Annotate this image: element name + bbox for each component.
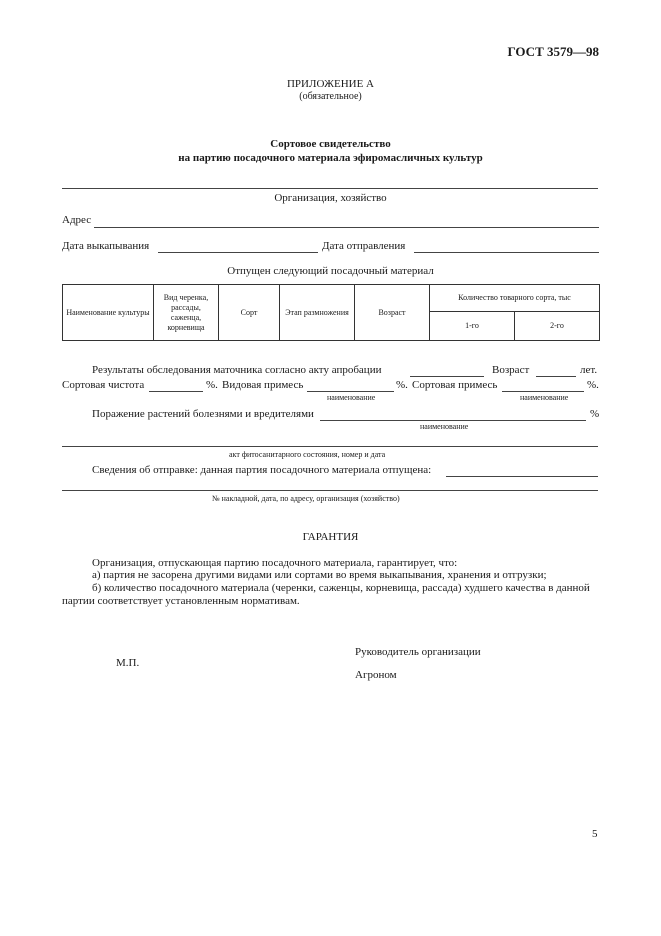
document-subtitle: на партию посадочного материала эфиромасличных культур xyxy=(178,152,483,164)
varietal-label: Сортовая примесь xyxy=(412,379,498,391)
age-label: Возраст xyxy=(492,364,530,376)
dig-date-label: Дата выкапывания xyxy=(62,240,150,252)
guarantee-item-b: б) количество посадочного материала (черенки, саженцы, корневища, рассада) худшего качества в данной xyxy=(92,582,590,594)
shipping-label: Сведения об отправке: данная партия посадочного материала отпущена: xyxy=(92,464,432,476)
col-header-stage: Этап размножения xyxy=(280,285,355,341)
species-field-line xyxy=(307,391,394,392)
purity-pct: %. xyxy=(206,379,218,391)
head-signature: Руководитель организации xyxy=(355,646,481,658)
species-label: Видовая примесь xyxy=(222,379,304,391)
act-field-line xyxy=(410,376,484,377)
name-caption-varietal: наименование xyxy=(520,393,569,402)
seal-placeholder: М.П. xyxy=(116,657,140,669)
disease-field-line xyxy=(320,420,586,421)
results-text: Результаты обследования маточника согласно акту апробации xyxy=(92,364,382,376)
standard-number: ГОСТ 3579—98 xyxy=(507,44,599,59)
waybill-line xyxy=(62,490,598,491)
dig-date-line xyxy=(158,252,318,253)
agronomist-signature: Агроном xyxy=(355,669,397,681)
phyto-caption: акт фитосанитарного состояния, номер и дата xyxy=(229,450,386,459)
address-label: Адрес xyxy=(62,214,92,226)
col-header-name: Наименование культуры xyxy=(63,285,154,341)
organization-caption: Организация, хозяйство xyxy=(274,192,387,204)
species-pct: %. xyxy=(396,379,408,391)
disease-label: Поражение растений болезнями и вредителями xyxy=(92,408,314,420)
age-field-line xyxy=(536,376,576,377)
varietal-field-line xyxy=(502,391,584,392)
appendix-status: (обязательное) xyxy=(299,91,362,102)
address-field-line xyxy=(94,227,599,228)
guarantee-item-b-cont: партии соответствует установленным нормативам. xyxy=(62,595,300,607)
col-header-type: Вид черенка, рассады, саженца, корневища xyxy=(154,285,219,341)
disease-pct: % xyxy=(590,408,600,420)
col-header-qty-first: 1-го xyxy=(430,312,515,341)
organization-line xyxy=(62,188,598,189)
page-number: 5 xyxy=(592,828,598,840)
varietal-pct: %. xyxy=(587,379,599,391)
years-label: лет. xyxy=(580,364,598,376)
name-caption-disease: наименование xyxy=(420,422,469,431)
purity-label: Сортовая чистота xyxy=(62,379,145,391)
col-header-age: Возраст xyxy=(355,285,430,341)
guarantee-title: ГАРАНТИЯ xyxy=(302,531,359,543)
name-caption-species: наименование xyxy=(327,393,376,402)
col-header-quantity: Количество товарного сорта, тыс xyxy=(430,285,600,312)
appendix-title: ПРИЛОЖЕНИЕ А xyxy=(286,78,374,90)
ship-date-line xyxy=(414,252,599,253)
phyto-act-line xyxy=(62,446,598,447)
col-header-grade: Сорт xyxy=(219,285,280,341)
guarantee-item-a: а) партия не засорена другими видами или сортами во время выкапывания, хранения и отгрузки; xyxy=(92,569,547,581)
col-header-qty-second: 2-го xyxy=(514,312,599,341)
purity-field-line xyxy=(149,391,203,392)
document-title: Сортовое свидетельство xyxy=(270,138,391,150)
guarantee-intro: Организация, отпускающая партию посадочного материала, гарантирует, что: xyxy=(92,557,458,569)
shipping-field-line xyxy=(446,476,598,477)
ship-date-label: Дата отправления xyxy=(322,240,406,252)
waybill-caption: № накладной, дата, по адресу, организация (хозяйство) xyxy=(212,494,400,503)
released-caption: Отпущен следующий посадочный материал xyxy=(227,265,434,277)
material-table xyxy=(62,284,600,341)
